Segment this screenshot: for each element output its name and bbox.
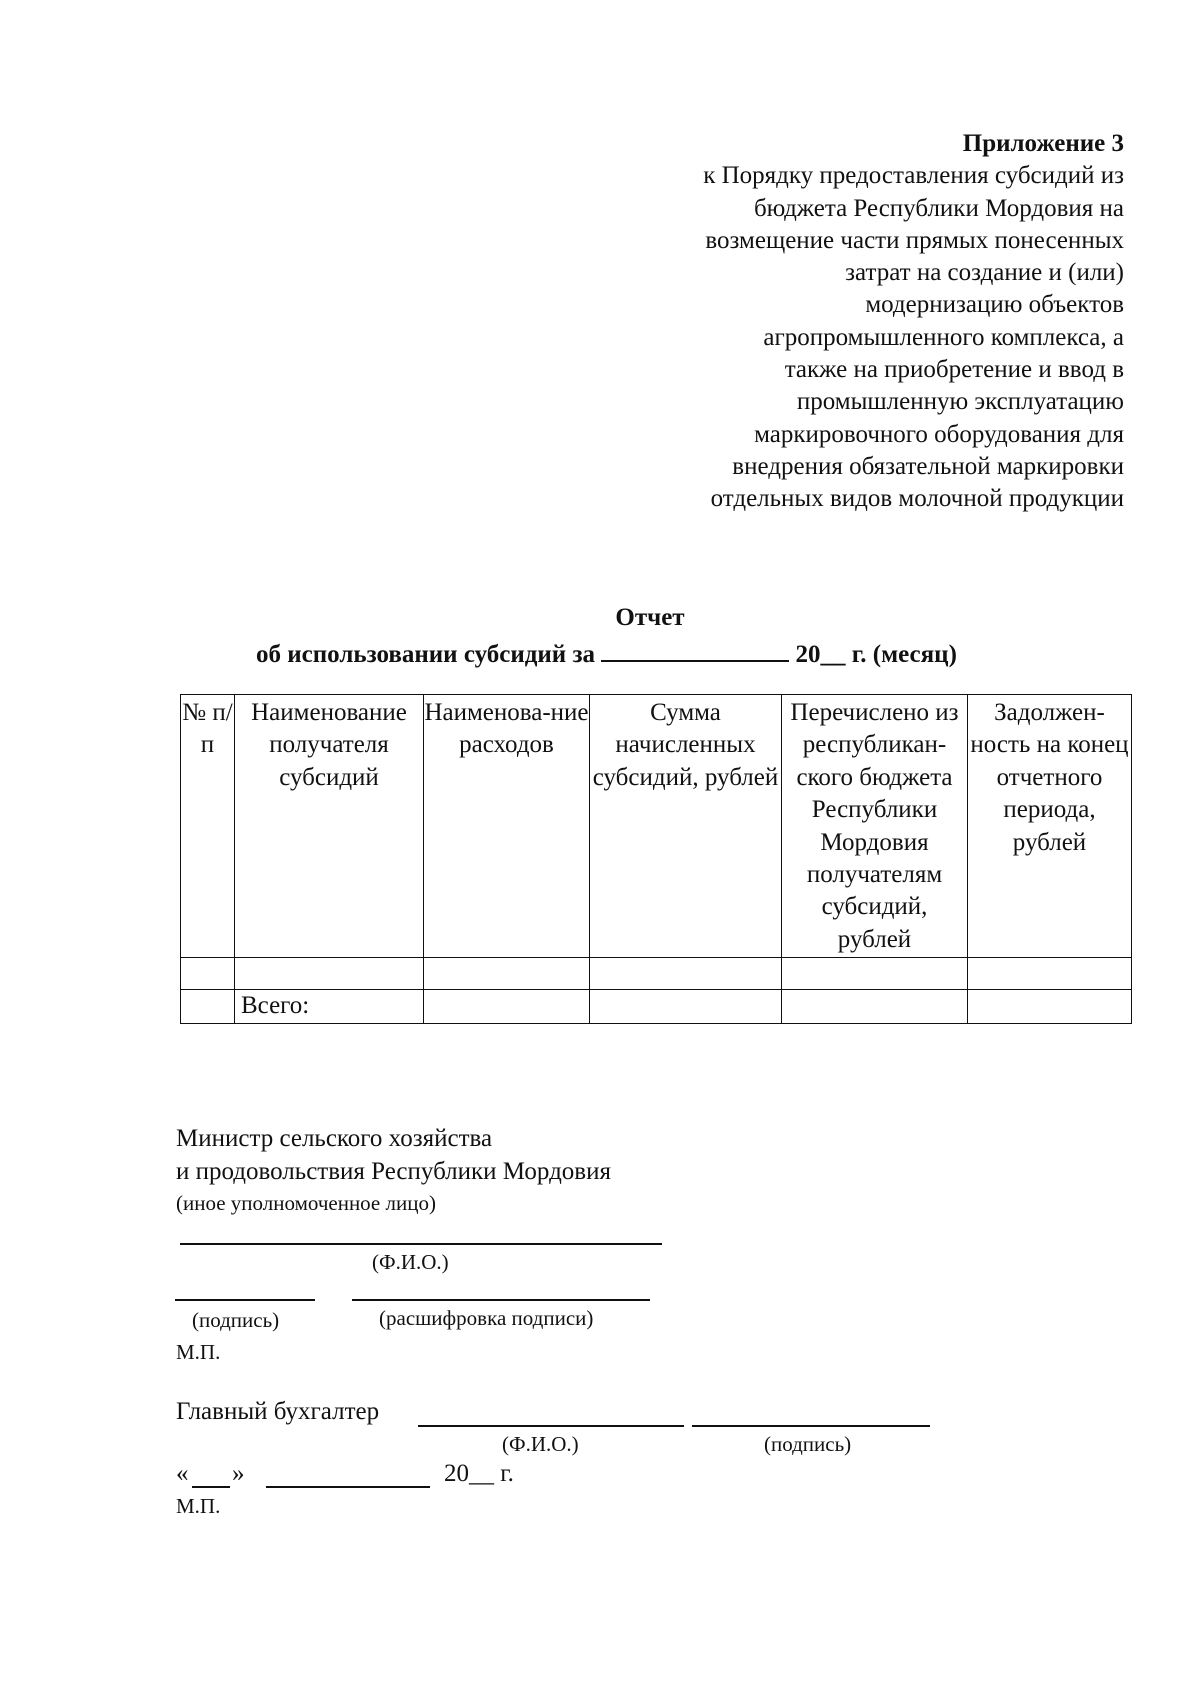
table-cell[interactable]	[181, 990, 235, 1023]
period-blank[interactable]	[601, 636, 789, 662]
table-cell[interactable]	[782, 990, 968, 1023]
table-cell[interactable]	[968, 958, 1132, 990]
appendix-line: промышленную эксплуатацию	[796, 388, 1124, 416]
appendix-line: возмещение части прямых понесенных	[705, 226, 1124, 254]
appendix-line: модернизацию объектов	[865, 291, 1124, 319]
accountant-label: Главный бухгалтер	[176, 1398, 380, 1425]
table-cell[interactable]	[590, 958, 782, 990]
total-label: Всего:	[235, 990, 424, 1023]
table-row	[181, 958, 1132, 990]
appendix-line: затрат на создание и (или)	[845, 259, 1124, 287]
date-month-line[interactable]	[266, 1486, 430, 1488]
appendix-line: к Порядку предоставления субсидий из	[703, 162, 1124, 190]
appendix-block	[560, 128, 1124, 516]
table-cell[interactable]	[181, 958, 235, 990]
col-header-transferred: Перечислено из республикан-ского бюджета Республики Мордовия получателям субсидий, рублей	[782, 695, 968, 958]
fio-line[interactable]	[180, 1243, 662, 1245]
table-cell[interactable]	[968, 990, 1132, 1023]
col-header-debt: Задолжен-ность на конец отчетного периода, рублей	[968, 695, 1132, 958]
appendix-line: отдельных видов молочной продукции	[710, 485, 1124, 513]
appendix-line: маркировочного оборудования для	[754, 420, 1124, 448]
col-header-recipient: Наименование получателя субсидий	[235, 695, 424, 958]
minister-note: (иное уполномоченное лицо)	[176, 1191, 436, 1215]
report-title: Отчет	[615, 604, 685, 631]
table-header-row	[181, 695, 1132, 958]
accountant-fio-line[interactable]	[418, 1425, 684, 1427]
col-header-number: № п/п	[181, 695, 235, 958]
report-subtitle-year: 20__ г. (месяц)	[795, 641, 957, 668]
col-header-expense: Наименова-ние расходов	[424, 695, 590, 958]
appendix-line: также на приобретение и ввод в	[784, 356, 1124, 384]
table-cell[interactable]	[590, 990, 782, 1023]
accountant-sign-line[interactable]	[692, 1425, 930, 1427]
table-cell[interactable]	[235, 958, 424, 990]
stamp-place: М.П.	[176, 1340, 221, 1364]
minister-title-line2: и продовольствия Республики Мордовия	[176, 1158, 611, 1185]
minister-title-line1: Министр сельского хозяйства	[176, 1125, 493, 1152]
col-header-accrued: Сумма начисленных субсидий, рублей	[590, 695, 782, 958]
signature-line[interactable]	[175, 1299, 315, 1301]
signature-caption: (подпись)	[192, 1308, 280, 1332]
date-year: 20__ г.	[444, 1460, 514, 1487]
appendix-line: внедрения обязательной маркировки	[732, 452, 1124, 480]
date-day-line[interactable]	[192, 1486, 230, 1488]
signature-decode-caption: (расшифровка подписи)	[379, 1306, 594, 1330]
accountant-sign-caption: (подпись)	[764, 1432, 852, 1456]
signature-decode-line[interactable]	[352, 1299, 650, 1301]
table-cell[interactable]	[782, 958, 968, 990]
table-cell[interactable]	[424, 958, 590, 990]
fio-caption: (Ф.И.О.)	[372, 1250, 449, 1274]
appendix-title: Приложение 3	[962, 130, 1124, 157]
accountant-fio-caption: (Ф.И.О.)	[502, 1432, 579, 1456]
table-total-row	[181, 990, 1132, 1023]
appendix-line: бюджета Республики Мордовия на	[753, 194, 1124, 222]
report-subtitle	[256, 636, 957, 669]
table-cell[interactable]	[424, 990, 590, 1023]
date-close-quote: »	[232, 1460, 245, 1487]
report-table	[180, 694, 1132, 1024]
date-open-quote: «	[176, 1460, 189, 1487]
report-subtitle-prefix: об использовании субсидий за	[256, 641, 596, 668]
appendix-line: агропромышленного комплекса, а	[763, 323, 1124, 351]
stamp-place-2: М.П.	[176, 1494, 221, 1518]
